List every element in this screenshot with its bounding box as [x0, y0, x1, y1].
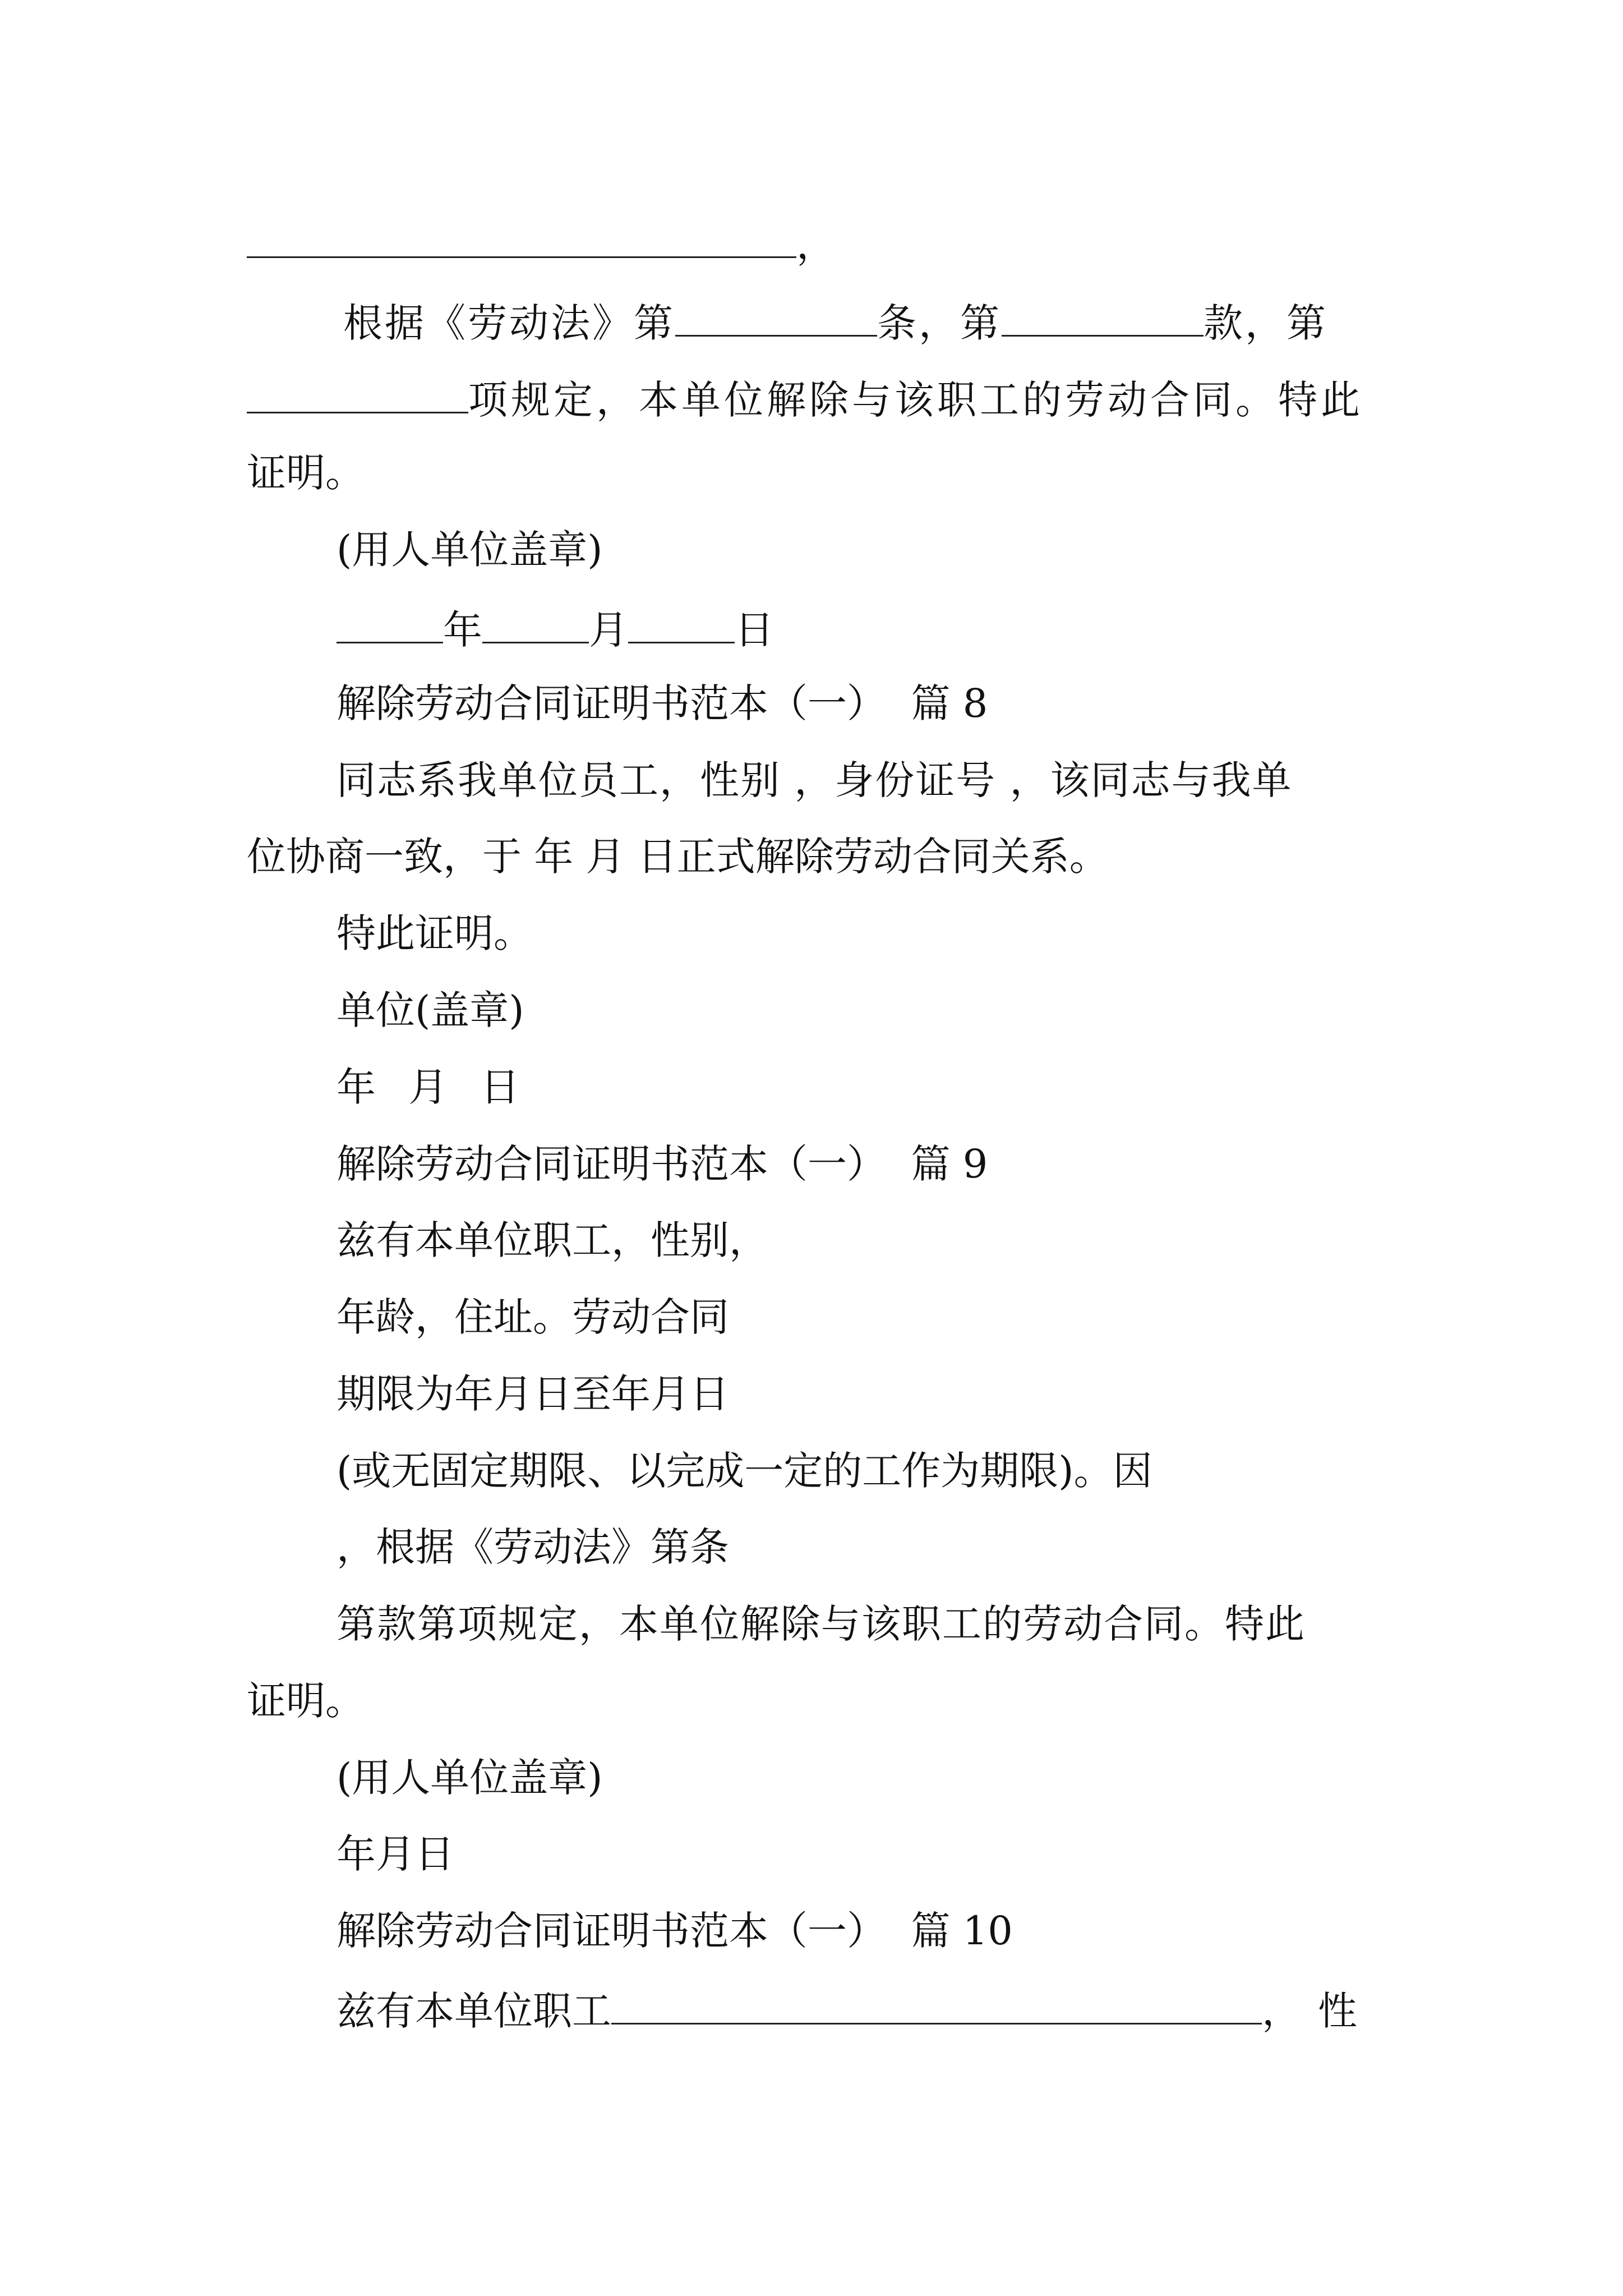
paragraph-line: 位协商一致，于 年 月 日正式解除劳动合同关系。: [247, 834, 1109, 880]
paragraph-line: 年龄，住址。劳动合同: [336, 1294, 729, 1340]
section-heading: 解除劳动合同证明书范本（一） 篇 8: [336, 680, 988, 726]
blank-field: [247, 222, 796, 258]
paragraph-line: 兹有本单位职工，性别，: [336, 1217, 768, 1263]
item-blank: [247, 377, 468, 413]
section-heading: 解除劳动合同证明书范本（一） 篇 9: [336, 1141, 988, 1187]
paragraph-line: 特此证明。: [336, 910, 533, 956]
month-blank: [482, 607, 589, 643]
section-heading: 解除劳动合同证明书范本（一） 篇 10: [336, 1908, 1013, 1954]
unit-seal-label: 单位(盖章): [336, 987, 524, 1033]
paragraph-law-reference-line2: 项规定，本单位解除与该职工的劳动合同。特此: [247, 377, 1363, 420]
paragraph-law-reference-line3: 证明。: [247, 450, 365, 496]
paragraph-line: 第款第项规定，本单位解除与该职工的劳动合同。特此: [336, 1601, 1306, 1647]
top-comma: ，: [796, 222, 836, 268]
paragraph-line: 同志系我单位员工，性别 ，身份证号 ，该同志与我单: [336, 757, 1293, 803]
date-line: 年 月 日: [336, 1064, 530, 1110]
article-blank: [675, 300, 877, 337]
day-blank: [628, 607, 735, 643]
paragraph-line: (或无固定期限、以完成一定的工作为期限)。因: [336, 1448, 1152, 1494]
seal-label: (用人单位盖章): [336, 1755, 603, 1801]
paragraph-line: 期限为年月日至年月日: [336, 1371, 729, 1417]
top-blank-line: [247, 222, 836, 268]
year-blank: [336, 607, 443, 643]
paragraph-line: 兹有本单位职工 ，性: [336, 1988, 1374, 2034]
seal-label: (用人单位盖章): [336, 527, 603, 573]
name-blank: [611, 1988, 1262, 2024]
paragraph-line: ，根据《劳动法》第条: [336, 1524, 729, 1570]
clause-blank: [1002, 300, 1204, 337]
paragraph-law-reference: 根据《劳动法》第 条，第 款，第: [343, 300, 1328, 346]
date-line: 年 月 日: [336, 607, 774, 650]
date-line: 年月日: [336, 1831, 454, 1877]
paragraph-line: 证明。: [247, 1678, 365, 1724]
